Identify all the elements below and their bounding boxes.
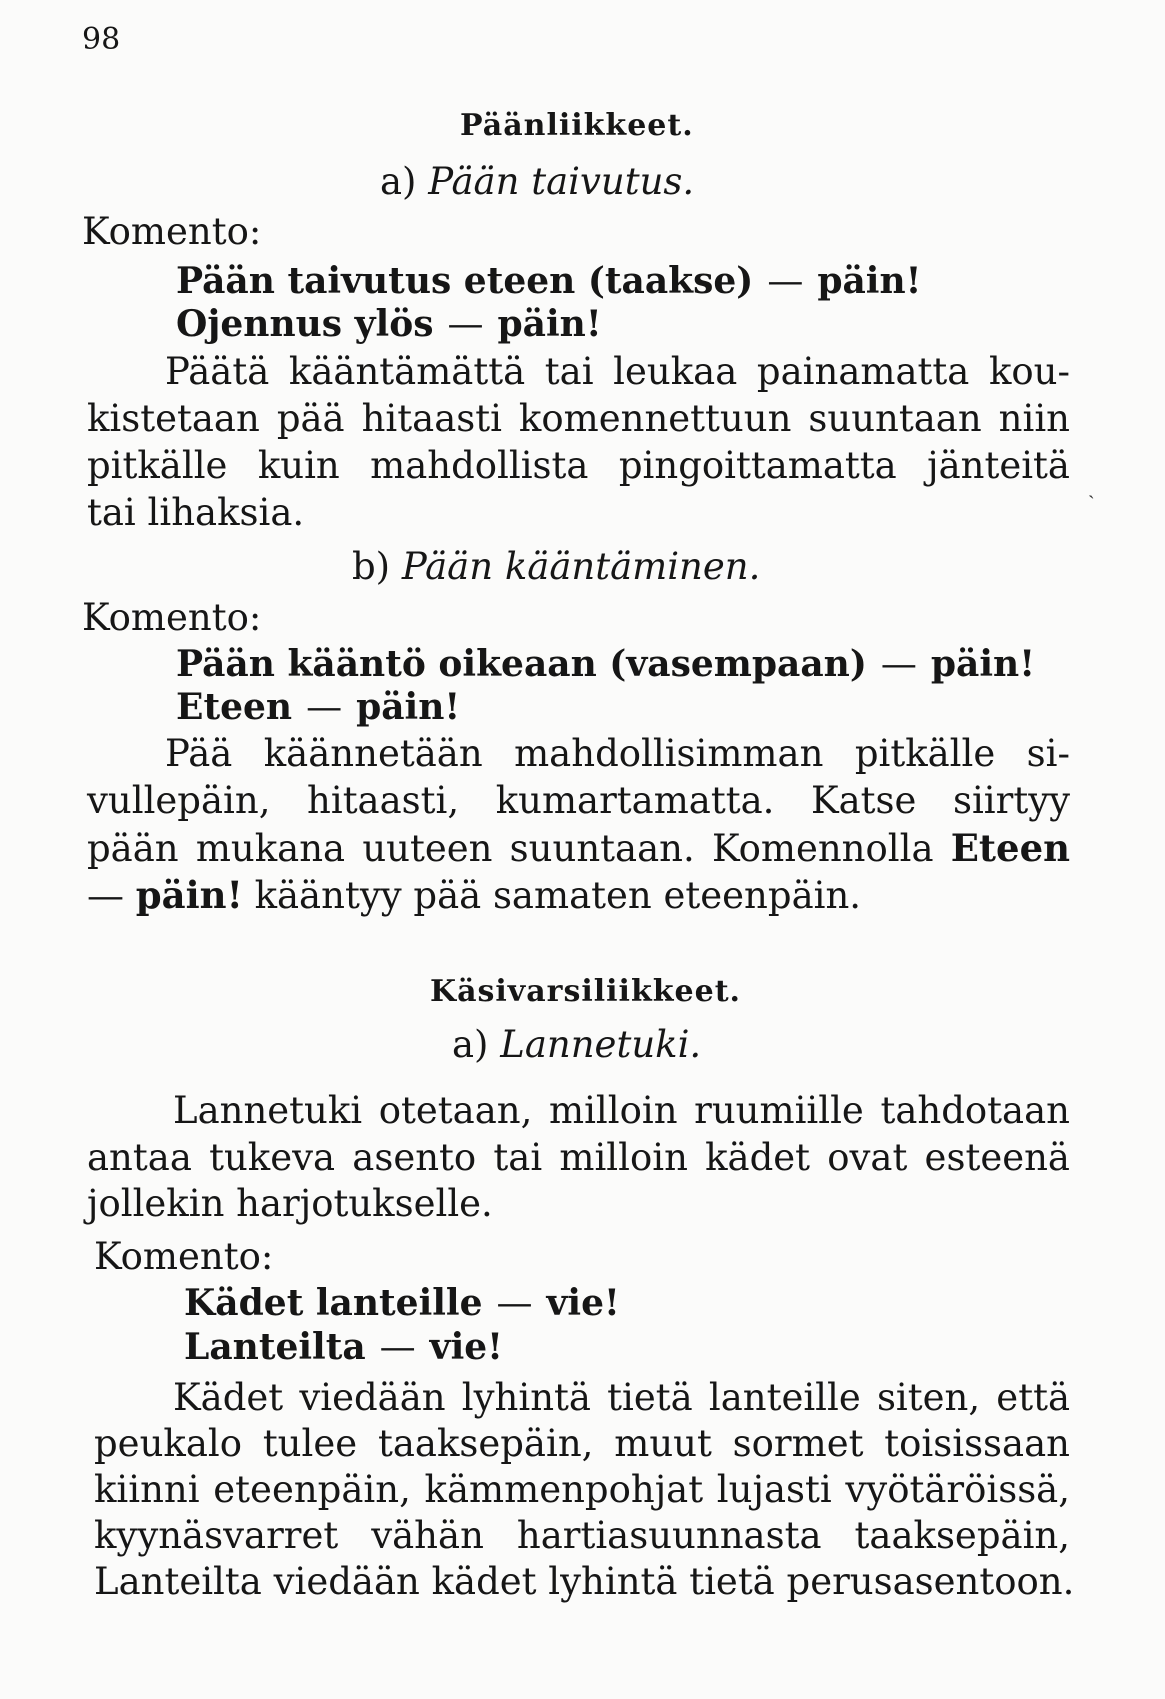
command-text: Ojennus ylös	[176, 303, 434, 345]
command-end: päin!	[817, 260, 922, 302]
command-dash: —	[496, 1283, 533, 1324]
paragraph-line: kistetaan pää hitaasti komennettuun suuntaan niin	[87, 397, 1070, 440]
paragraph-line: kiinni eteenpäin, kämmenpohjat lujasti vyötäröissä,	[94, 1468, 1070, 1511]
command-end: vie!	[429, 1326, 503, 1368]
paragraph-line: tai lihaksia.	[87, 491, 305, 534]
command-end: päin!	[497, 303, 602, 345]
section-heading-arm-movements: Käsivarsiliikkeet.	[430, 974, 741, 1009]
command-end: vie!	[546, 1282, 620, 1324]
paragraph-command-word: päin!	[135, 873, 243, 917]
paragraph-text: kääntyy pää samaten eteenpäin.	[254, 874, 862, 917]
subsection-title: Pään taivutus.	[428, 160, 695, 203]
subsection-a-title	[452, 1023, 701, 1067]
paragraph-line: antaa tukeva asento tai milloin kädet ovat esteenä	[87, 1136, 1070, 1179]
subsection-letter: b)	[352, 545, 391, 588]
command-text: Lanteilta	[184, 1326, 366, 1368]
section-heading-head-movements: Päänliikkeet.	[460, 108, 694, 143]
paragraph-line: kyynäsvarret vähän hartiasuunnasta taaksepäin,	[94, 1514, 1070, 1557]
subsection-title: Pään kääntäminen.	[401, 545, 761, 588]
paragraph-line: peukalo tulee taaksepäin, muut sormet toisissaan	[94, 1422, 1070, 1465]
command-text: Pään taivutus eteen (taakse)	[176, 260, 754, 302]
page-number: 98	[82, 22, 121, 57]
paragraph-line: Pää käännetään mahdollisimman pitkälle si-	[165, 732, 1070, 775]
komento-label: Komento:	[94, 1235, 274, 1278]
subsection-letter: a)	[380, 160, 417, 203]
paragraph-line: Lanteilta viedään kädet lyhintä tietä perusasentoon.	[94, 1560, 1075, 1603]
komento-label: Komento:	[82, 210, 262, 253]
command-line	[176, 642, 1035, 687]
subsection-title: Lannetuki.	[500, 1023, 702, 1066]
subsection-a-title	[380, 160, 694, 204]
command-line	[176, 302, 602, 347]
command-end: päin!	[356, 686, 461, 728]
subsection-letter: a)	[452, 1023, 489, 1066]
paragraph-line: Lannetuki otetaan, milloin ruumiille tahdotaan	[173, 1089, 1070, 1132]
command-dash: —	[379, 1327, 416, 1368]
paragraph-line: vullepäin, hitaasti, kumartamatta. Katse siirtyy	[87, 779, 1070, 822]
print-speck: ˎ	[1088, 475, 1095, 499]
paragraph-line: Päätä kääntämättä tai leukaa painamatta kou-	[165, 350, 1070, 393]
subsection-b-title	[352, 545, 760, 589]
command-dash: —	[447, 304, 484, 345]
command-end: päin!	[930, 643, 1036, 685]
command-text: Eteen	[176, 686, 293, 728]
komento-label: Komento:	[82, 596, 262, 639]
command-dash: —	[767, 261, 804, 302]
paragraph-line: jollekin harjotukselle.	[87, 1182, 493, 1225]
command-line	[176, 685, 460, 730]
paragraph-line	[87, 826, 1070, 871]
paragraph-line: pitkälle kuin mahdollista pingoittamatta jänteitä	[87, 444, 1070, 487]
command-text: Kädet lanteille	[184, 1282, 483, 1324]
command-line	[176, 259, 921, 304]
command-line	[184, 1325, 503, 1370]
paragraph-dash: —	[87, 874, 124, 917]
command-dash: —	[306, 687, 343, 728]
command-line	[184, 1281, 620, 1326]
command-text: Pään kääntö oikeaan (vasempaan)	[176, 643, 867, 685]
paragraph-line: Kädet viedään lyhintä tietä lanteille siten, että	[173, 1376, 1070, 1419]
paragraph-text: pään mukana uuteen suuntaan. Komennolla	[87, 827, 934, 870]
paragraph-line	[87, 873, 861, 918]
command-dash: —	[880, 644, 917, 685]
paragraph-command-word: Eteen	[950, 826, 1071, 870]
